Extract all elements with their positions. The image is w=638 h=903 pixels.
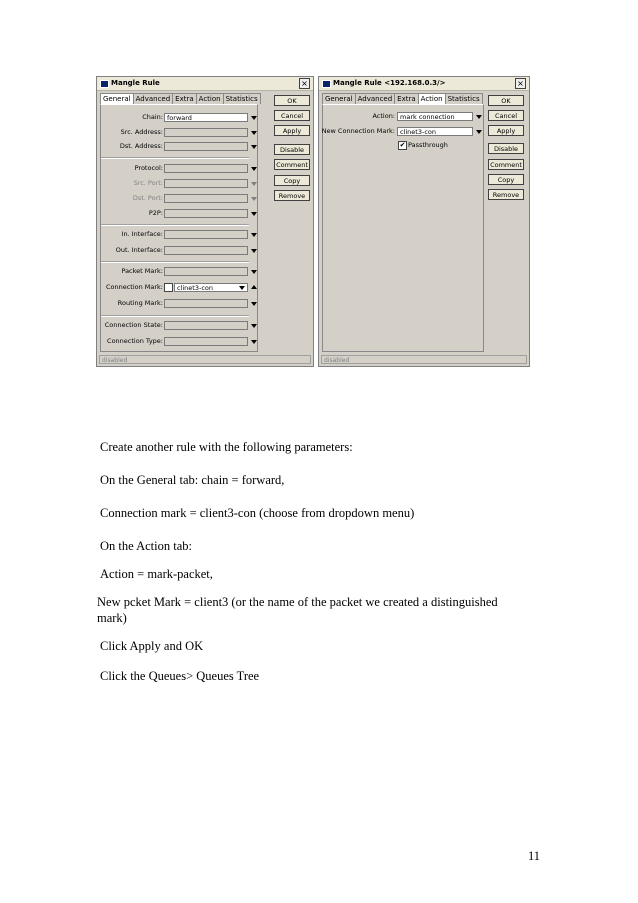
window-icon	[322, 80, 331, 88]
routing-mark-field[interactable]	[164, 299, 248, 308]
chain-label: Chain:	[142, 113, 163, 121]
dst-port-row	[97, 193, 163, 204]
connection-mark-negate-checkbox[interactable]	[164, 283, 173, 292]
in-interface-label: In. Interface:	[121, 230, 163, 238]
new-connection-mark-label: New Connection Mark:	[321, 127, 395, 135]
mangle-rule-action-window	[318, 76, 530, 367]
src-port-label: Src. Port:	[133, 179, 163, 187]
comment-button[interactable]: Comment	[488, 159, 524, 170]
chevron-down-icon[interactable]	[251, 212, 257, 216]
chevron-down-icon	[251, 197, 257, 201]
src-address-row	[97, 127, 163, 138]
in-interface-field[interactable]	[164, 230, 248, 239]
chevron-down-icon[interactable]	[239, 286, 245, 290]
p2p-row	[97, 208, 163, 219]
in-interface-row	[97, 229, 163, 240]
window-title: Mangle Rule <192.168.0.3/>	[333, 79, 446, 87]
cancel-button[interactable]: Cancel	[274, 110, 310, 121]
passthrough-checkbox[interactable]: ✔	[399, 141, 406, 149]
packet-mark-label: Packet Mark:	[121, 267, 163, 275]
connection-state-row	[97, 320, 163, 331]
connection-mark-field[interactable]: clinet3-con	[174, 283, 248, 292]
tab-advanced[interactable]: Advanced	[355, 93, 396, 104]
packet-mark-field[interactable]	[164, 267, 248, 276]
tab-general[interactable]: General	[322, 93, 356, 104]
chevron-down-icon[interactable]	[476, 115, 482, 119]
out-interface-field[interactable]	[164, 246, 248, 255]
chevron-down-icon	[251, 182, 257, 186]
tab-statistics[interactable]: Statistics	[223, 93, 261, 104]
chevron-down-icon[interactable]	[251, 302, 257, 306]
action-label: Action:	[372, 112, 395, 120]
chevron-down-icon[interactable]	[251, 167, 257, 171]
divider	[101, 315, 249, 317]
connection-mark-label: Connection Mark:	[105, 283, 163, 291]
connection-state-field[interactable]	[164, 321, 248, 330]
window-titlebar	[319, 77, 529, 91]
chevron-up-icon[interactable]	[251, 285, 257, 289]
instruction-action: Action = mark-packet,	[100, 567, 213, 581]
action-row	[319, 111, 395, 122]
src-port-field	[164, 179, 248, 188]
instruction-create-rule: Create another rule with the following parameters:	[100, 440, 353, 454]
tab-bar	[100, 93, 260, 104]
routing-mark-label: Routing Mark:	[117, 299, 163, 307]
comment-button[interactable]: Comment	[274, 159, 310, 170]
chevron-down-icon[interactable]	[251, 249, 257, 253]
src-address-field[interactable]	[164, 128, 248, 137]
packet-mark-row	[97, 266, 163, 277]
chevron-down-icon[interactable]	[476, 130, 482, 134]
action-field[interactable]: mark connection	[397, 112, 473, 121]
remove-button[interactable]: Remove	[274, 190, 310, 201]
connection-type-row	[97, 336, 163, 347]
dst-port-field	[164, 194, 248, 203]
status-bar: disabled	[321, 355, 527, 364]
close-icon[interactable]: ×	[515, 78, 526, 89]
out-interface-row	[97, 245, 163, 256]
chevron-down-icon[interactable]	[251, 324, 257, 328]
status-bar: disabled	[99, 355, 311, 364]
instruction-packet-mark: New pcket Mark = client3 (or the name of the packet we created a distinguished mark)	[97, 595, 498, 625]
tab-action[interactable]: Action	[418, 93, 446, 104]
dst-address-row	[97, 141, 163, 152]
dst-address-label: Dst. Address:	[119, 142, 163, 150]
disable-button[interactable]: Disable	[488, 143, 524, 154]
tab-extra[interactable]: Extra	[394, 93, 418, 104]
tab-general[interactable]: General	[100, 93, 134, 104]
chevron-down-icon[interactable]	[251, 145, 257, 149]
chevron-down-icon[interactable]	[251, 131, 257, 135]
disable-button[interactable]: Disable	[274, 144, 310, 155]
mangle-rule-general-window	[96, 76, 314, 367]
instruction-queues: Click the Queues> Queues Tree	[100, 669, 260, 683]
connection-type-field[interactable]	[164, 337, 248, 346]
remove-button[interactable]: Remove	[488, 189, 524, 200]
divider	[101, 157, 249, 159]
protocol-row	[97, 163, 163, 174]
instruction-general-tab: On the General tab: chain = forward,	[100, 473, 285, 487]
connection-state-label: Connection State:	[104, 321, 163, 329]
copy-button[interactable]: Copy	[488, 174, 524, 185]
dst-address-field[interactable]	[164, 142, 248, 151]
protocol-label: Protocol:	[134, 164, 163, 172]
chain-field[interactable]: forward	[164, 113, 248, 122]
window-icon	[100, 80, 109, 88]
new-connection-mark-field[interactable]: clinet3-con	[397, 127, 473, 136]
p2p-field[interactable]	[164, 209, 248, 218]
p2p-label: P2P:	[148, 209, 163, 217]
chevron-down-icon[interactable]	[251, 233, 257, 237]
connection-type-label: Connection Type:	[107, 337, 163, 345]
apply-button[interactable]: Apply	[488, 125, 524, 136]
copy-button[interactable]: Copy	[274, 175, 310, 186]
tab-extra[interactable]: Extra	[172, 93, 196, 104]
instruction-action-tab: On the Action tab:	[100, 539, 192, 553]
tab-statistics[interactable]: Statistics	[445, 93, 483, 104]
instruction-connection-mark: Connection mark = client3-con (choose from dropdown menu)	[100, 506, 415, 520]
src-address-label: Src. Address:	[120, 128, 163, 136]
cancel-button[interactable]: Cancel	[488, 110, 524, 121]
window-title: Mangle Rule	[111, 79, 160, 87]
out-interface-label: Out. Interface:	[115, 246, 163, 254]
ok-button[interactable]: OK	[488, 95, 524, 106]
routing-mark-row	[97, 298, 163, 309]
page-number: 11	[528, 849, 541, 863]
tab-action[interactable]: Action	[196, 93, 224, 104]
passthrough-label: Passthrough	[408, 141, 448, 149]
connection-mark-row	[97, 282, 163, 293]
tab-bar	[322, 93, 482, 104]
divider	[101, 224, 249, 226]
window-titlebar	[97, 77, 313, 91]
instruction-apply-ok: Click Apply and OK	[100, 639, 204, 653]
chevron-down-icon[interactable]	[251, 270, 257, 274]
chain-row	[97, 112, 163, 123]
ok-button[interactable]: OK	[274, 95, 310, 106]
divider	[101, 261, 249, 263]
new-connection-mark-row	[319, 126, 395, 137]
chevron-down-icon[interactable]	[251, 116, 257, 120]
src-port-row	[97, 178, 163, 189]
chevron-down-icon[interactable]	[251, 340, 257, 344]
close-icon[interactable]: ×	[299, 78, 310, 89]
apply-button[interactable]: Apply	[274, 125, 310, 136]
dst-port-label: Dst. Port:	[132, 194, 163, 202]
protocol-field[interactable]	[164, 164, 248, 173]
tab-advanced[interactable]: Advanced	[133, 93, 174, 104]
